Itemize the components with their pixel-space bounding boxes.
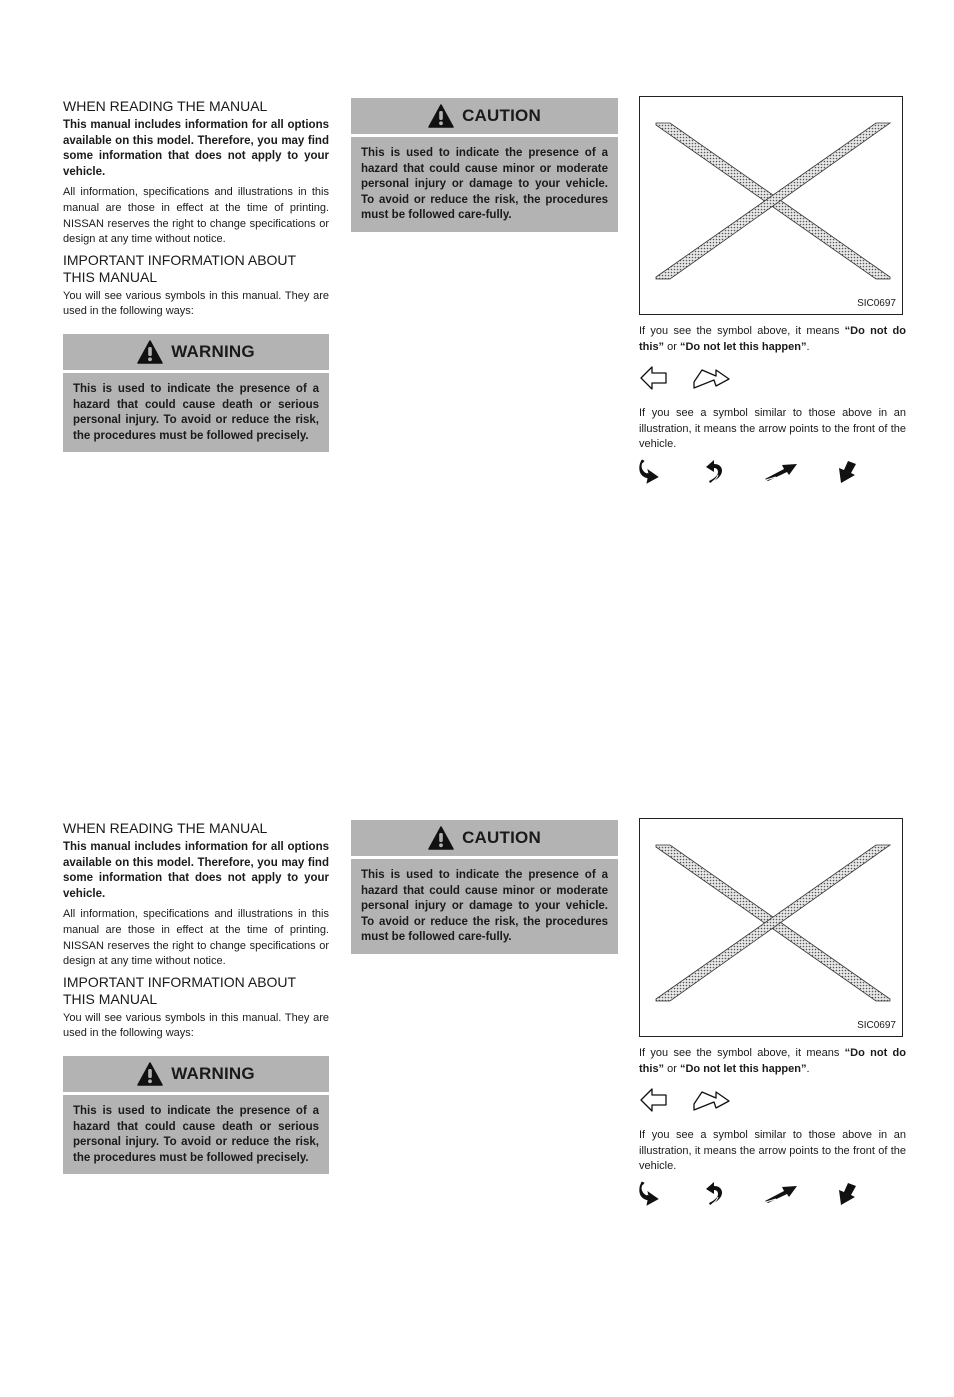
manual-page-bottom — [0, 722, 954, 1397]
symbol-meaning-paragraph: If you see the symbol above, it means “Do not do this” or “Do not let this happen”. — [639, 325, 906, 353]
symbol-meaning-paragraph: If you see the symbol above, it means “Do not do this” or “Do not let this happen”. — [639, 1047, 906, 1075]
middle-column — [351, 98, 618, 232]
direction-arrows-row — [639, 459, 906, 485]
arrow-meaning-paragraph: If you see a symbol similar to those above in an illustration, it means the arrow points to the front of the vehicle. — [639, 1129, 906, 1173]
front-arrows-row — [639, 1085, 906, 1115]
symbols-paragraph: You will see various symbols in this manual. They are used in the following ways: — [63, 1011, 329, 1040]
warning-text: This is used to indicate the presence of a hazard that could cause death or serious personal injury. To avoid or reduce the risk, the procedures must be followed precisely. — [63, 1095, 329, 1174]
right-column — [639, 818, 906, 1207]
front-arrow-right-icon — [692, 1088, 732, 1112]
caution-box — [351, 820, 618, 954]
curved-arrow-back-icon — [704, 1181, 726, 1207]
front-arrows-row — [639, 363, 906, 393]
left-column — [63, 820, 329, 1174]
figure-code: SIC0697 — [857, 298, 896, 309]
warning-header — [63, 334, 329, 373]
caution-header — [351, 820, 618, 859]
crossed-out-x-icon — [640, 97, 904, 316]
caution-triangle-icon — [428, 826, 454, 850]
warning-text: This is used to indicate the presence of a hazard that could cause death or serious personal injury. To avoid or reduce the risk, the procedures must be followed precisely. — [63, 373, 329, 452]
curved-arrow-back-icon — [704, 459, 726, 485]
important-info-heading: IMPORTANT INFORMATION ABOUT THIS MANUAL — [63, 973, 297, 1007]
specs-paragraph: All information, specifications and illustrations in this manual are those in effect at the time of printing. NISSAN reserves the right to change specifications or design at any time without notice. — [63, 908, 329, 968]
options-info-paragraph: This manual includes information for all options available on this model. Therefore, you may find some information that does not apply to your vehicle. — [63, 841, 329, 900]
curved-arrow-icon — [639, 459, 661, 485]
when-reading-heading: WHEN READING THE MANUAL — [63, 820, 268, 836]
important-info-heading: IMPORTANT INFORMATION ABOUT THIS MANUAL — [63, 251, 297, 285]
front-arrow-left-icon — [639, 1086, 669, 1114]
caution-header — [351, 98, 618, 137]
arrow-meaning-paragraph: If you see a symbol similar to those above in an illustration, it means the arrow points to the front of the vehicle. — [639, 407, 906, 451]
warning-box — [63, 1056, 329, 1174]
warning-label: WARNING — [171, 341, 255, 361]
middle-column — [351, 820, 618, 954]
diagonal-arrow-icon — [764, 462, 798, 482]
options-info-paragraph: This manual includes information for all options available on this model. Therefore, you may find some information that does not apply to your vehicle. — [63, 119, 329, 178]
specs-paragraph: All information, specifications and illustrations in this manual are those in effect at the time of printing. NISSAN reserves the right to change specifications or design at any time without notice. — [63, 186, 329, 246]
front-arrow-right-icon — [692, 366, 732, 390]
right-column — [639, 96, 906, 485]
front-arrow-left-icon — [639, 364, 669, 392]
crossed-out-x-icon — [640, 819, 904, 1038]
caution-text: This is used to indicate the presence of a hazard that could cause minor or moderate personal injury or damage to your vehicle. To avoid or reduce the risk, the procedures must be followed care-fully. — [351, 859, 618, 954]
manual-page-top — [0, 0, 954, 675]
do-not-figure — [639, 96, 903, 315]
caution-label: CAUTION — [462, 828, 541, 847]
caution-label: CAUTION — [462, 106, 541, 125]
warning-box — [63, 334, 329, 452]
down-arrow-icon — [836, 460, 858, 484]
left-column — [63, 98, 329, 452]
caution-triangle-icon — [428, 104, 454, 128]
direction-arrows-row — [639, 1181, 906, 1207]
curved-arrow-icon — [639, 1181, 661, 1207]
warning-header — [63, 1056, 329, 1095]
symbols-paragraph: You will see various symbols in this manual. They are used in the following ways: — [63, 289, 329, 318]
warning-label: WARNING — [171, 1063, 255, 1083]
figure-code: SIC0697 — [857, 1020, 896, 1031]
caution-text: This is used to indicate the presence of a hazard that could cause minor or moderate personal injury or damage to your vehicle. To avoid or reduce the risk, the procedures must be followed care-fully. — [351, 137, 618, 232]
do-not-figure — [639, 818, 903, 1037]
when-reading-heading: WHEN READING THE MANUAL — [63, 98, 268, 114]
diagonal-arrow-icon — [764, 1184, 798, 1204]
caution-box — [351, 98, 618, 232]
warning-triangle-icon — [137, 1062, 163, 1086]
warning-triangle-icon — [137, 340, 163, 364]
down-arrow-icon — [836, 1182, 858, 1206]
